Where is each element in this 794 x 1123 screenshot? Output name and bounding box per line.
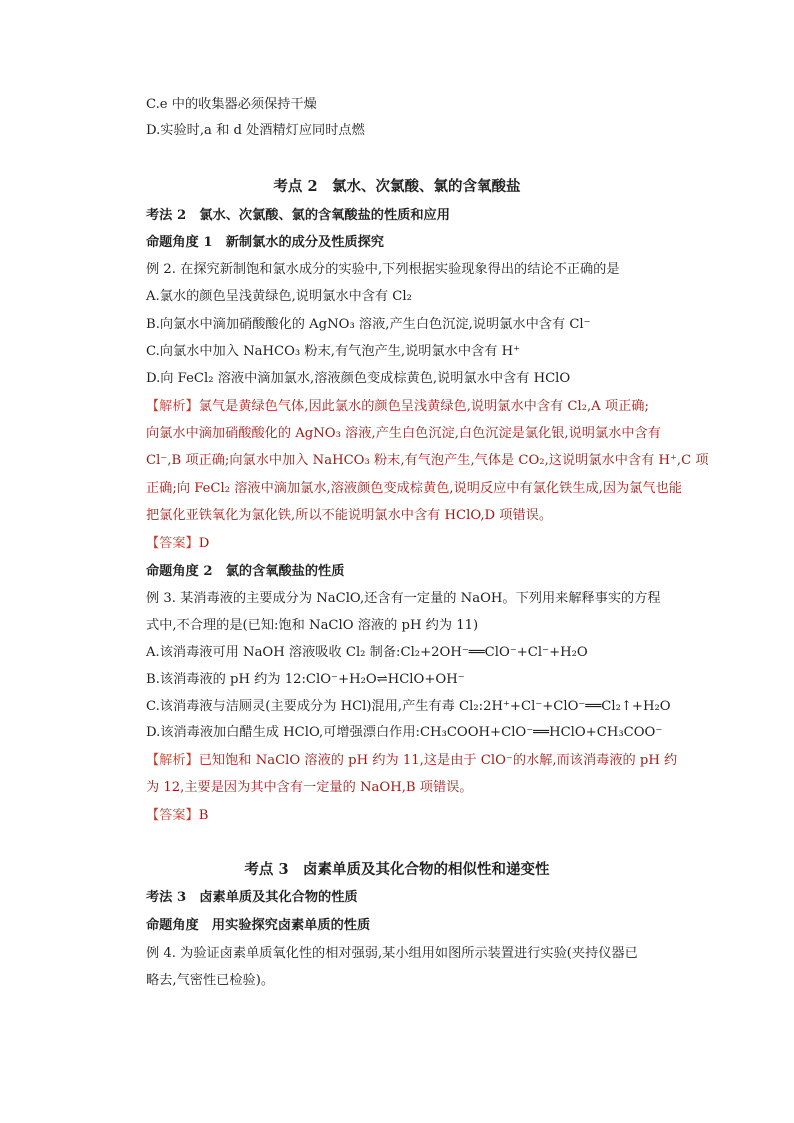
answer-value: B xyxy=(198,808,209,823)
angle-heading: 命题角度 2 氯的含氧酸盐的性质 xyxy=(146,564,345,579)
option-c: C.该消毒液与洁厕灵(主要成分为 HCl)混用,产生有毒 Cl₂:2H⁺+Cl⁻+ClO⁻══Cl₂↑+H₂O xyxy=(146,699,671,714)
analysis-line: 为 12,主要是因为其中含有一定量的 NaOH,B 项错误。 xyxy=(146,780,473,795)
option-d: D.实验时,a 和 d 处酒精灯应同时点燃 xyxy=(146,123,365,138)
option-b: B.该消毒液的 pH 约为 12:ClO⁻+H₂O⇌HClO+OH⁻ xyxy=(146,672,465,687)
option-d: D.该消毒液加白醋生成 HClO,可增强漂白作用:CH₃COOH+ClO⁻══HClO+CH₃COO⁻ xyxy=(146,725,663,740)
example-stem: 例 4. 为验证卤素单质氧化性的相对强弱,某小组用如图所示装置进行实验(夹持仪器已 xyxy=(146,946,638,961)
answer-label: 【答案】 xyxy=(146,808,199,823)
option-a: A.该消毒液可用 NaOH 溶液吸收 Cl₂ 制备:Cl₂+2OH⁻══ClO⁻+Cl⁻+H₂O xyxy=(146,645,588,660)
analysis-line: 正确;向 FeCl₂ 溶液中滴加氯水,溶液颜色变成棕黄色,说明反应中有氯化铁生成,因为氯气也能 xyxy=(146,481,682,496)
method-heading: 考法 3 卤素单质及其化合物的性质 xyxy=(146,890,358,905)
example-stem: 例 2. 在探究新制饱和氯水成分的实验中,下列根据实验现象得出的结论不正确的是 xyxy=(146,262,620,277)
analysis-text: 氯气是黄绿色气体,因此氯水的颜色呈浅黄绿色,说明氯水中含有 Cl₂,A 项正确; xyxy=(198,399,649,414)
answer-line xyxy=(146,805,680,827)
analysis-line: 向氯水中滴加硝酸酸化的 AgNO₃ 溶液,产生白色沉淀,白色沉淀是氯化银,说明氯水中含有 xyxy=(146,426,661,441)
angle-heading: 命题角度 用实验探究卤素单质的性质 xyxy=(146,918,371,933)
option-c: C.向氯水中加入 NaHCO₃ 粉末,有气泡产生,说明氯水中含有 H⁺ xyxy=(146,344,521,359)
option-a: A.氯水的颜色呈浅黄绿色,说明氯水中含有 Cl₂ xyxy=(146,289,412,304)
section-heading: 考点 2 氯水、次氯酸、氯的含氧酸盐 xyxy=(273,178,521,195)
option-d: D.向 FeCl₂ 溶液中滴加氯水,溶液颜色变成棕黄色,说明氯水中含有 HClO xyxy=(146,371,571,386)
answer-label: 【答案】 xyxy=(146,536,199,551)
analysis-line: Cl⁻,B 项正确;向氯水中加入 NaHCO₃ 粉末,有气泡产生,气体是 CO₂,这说明氯水中含有 H⁺,C 项 xyxy=(146,453,709,468)
analysis-text: 已知饱和 NaClO 溶液的 pH 约为 11,这是由于 ClO⁻的水解,而该消毒液的 pH 约 xyxy=(198,753,678,768)
option-c: C.e 中的收集器必须保持干燥 xyxy=(146,97,317,112)
example-stem: 式中,不合理的是(已知:饱和 NaClO 溶液的 pH 约为 11) xyxy=(146,618,479,633)
analysis-line xyxy=(146,750,680,772)
answer-line xyxy=(146,533,680,555)
analysis-label: 【解析】 xyxy=(146,399,199,414)
angle-heading: 命题角度 1 新制氯水的成分及性质探究 xyxy=(146,235,384,250)
answer-value: D xyxy=(198,536,210,551)
analysis-line xyxy=(146,396,680,418)
section-heading: 考点 3 卤素单质及其化合物的相似性和递变性 xyxy=(244,861,550,878)
example-stem: 例 3. 某消毒液的主要成分为 NaClO,还含有一定量的 NaOH。下列用来解释事实的方程 xyxy=(146,591,661,606)
example-stem: 略去,气密性已检验)。 xyxy=(146,973,275,988)
analysis-line: 把氯化亚铁氧化为氯化铁,所以不能说明氯水中含有 HClO,D 项错误。 xyxy=(146,508,553,523)
option-b: B.向氯水中滴加硝酸酸化的 AgNO₃ 溶液,产生白色沉淀,说明氯水中含有 Cl⁻ xyxy=(146,317,591,332)
analysis-label: 【解析】 xyxy=(146,753,199,768)
method-heading: 考法 2 氯水、次氯酸、氯的含氧酸盐的性质和应用 xyxy=(146,208,450,223)
